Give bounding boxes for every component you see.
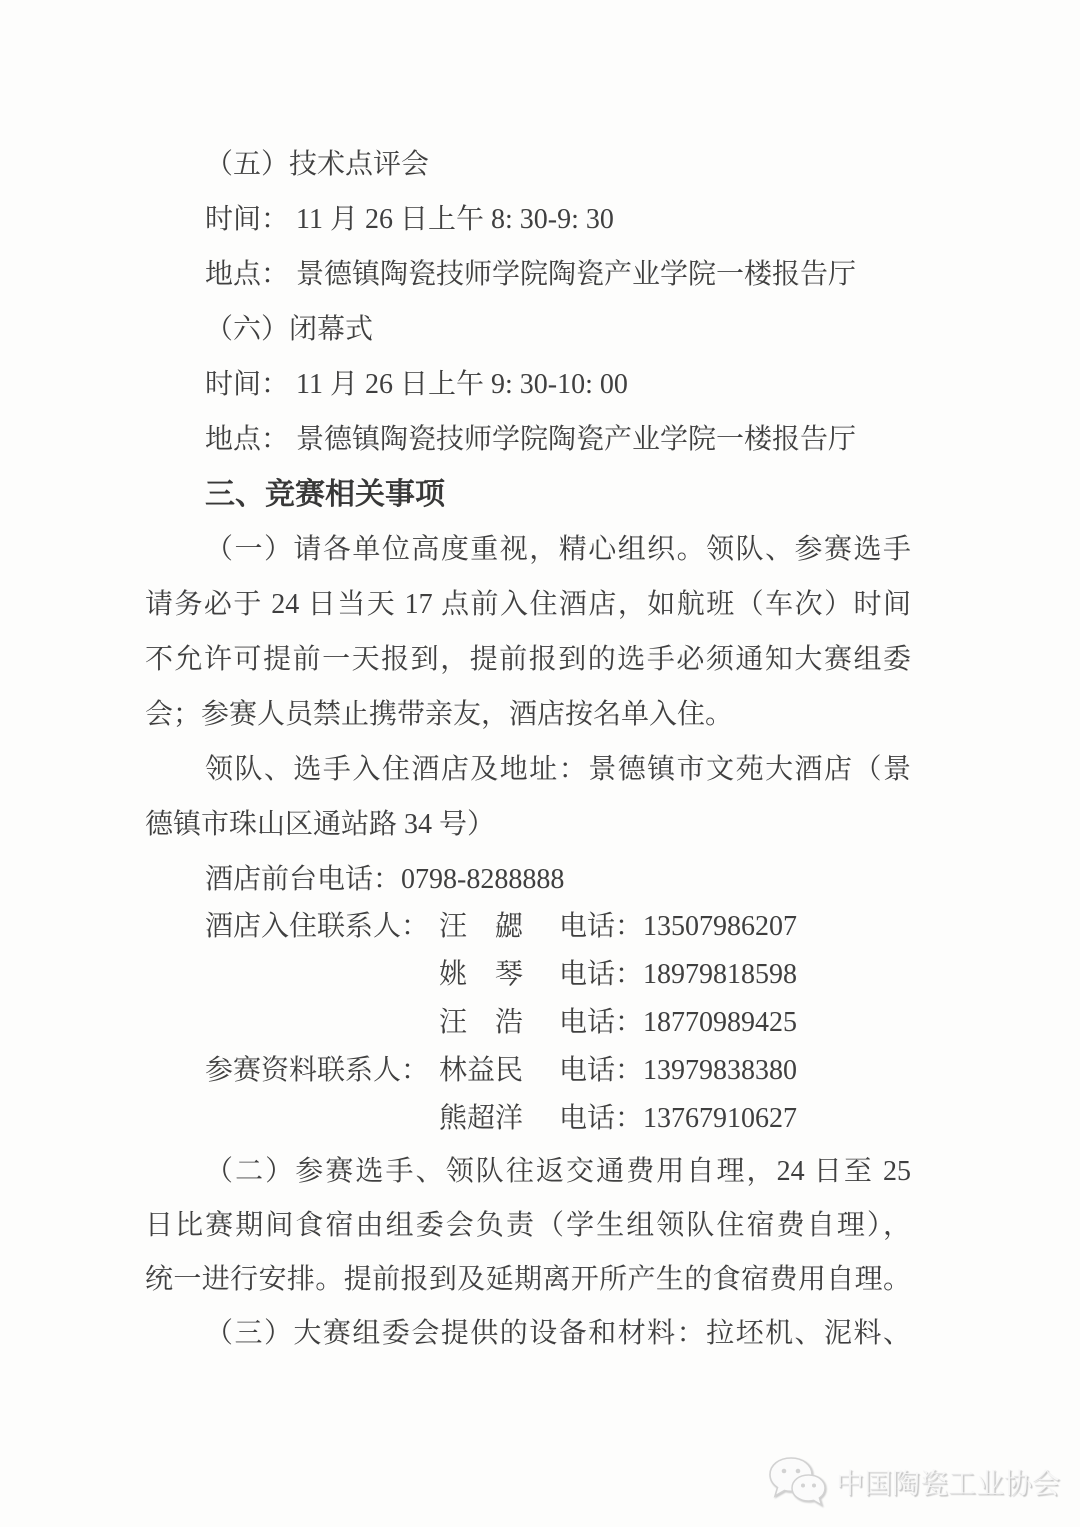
notice2-block (145, 1145, 911, 1361)
watermark-brand-text: 中国陶瓷工业协会 (835, 1468, 1060, 1499)
hotel-address-line: 领队、选手入住酒店及地址：景德镇市文苑大酒店（景 (205, 754, 911, 785)
notice1-line: 会；参赛人员禁止携带亲友，酒店按名单入住。 (145, 699, 734, 730)
contact-role-label: 酒店入住联系人： (205, 911, 430, 942)
schedule-item6-time: 时间： 11 月 26 日上午 9: 30-10: 00 (205, 369, 628, 400)
document-body (145, 0, 911, 1361)
notice1-line: 不允许可提前一天报到，提前报到的选手必须通知大赛组委 (145, 644, 911, 675)
contact-phone-label: 电话： (559, 1103, 644, 1134)
contact-phone-number: 13767910627 (643, 1103, 798, 1134)
schedule-item5-time: 时间： 11 月 26 日上午 8: 30-9: 30 (205, 204, 614, 235)
contact-phone-number: 13507986207 (643, 911, 798, 942)
section-heading: 三、竞赛相关事项 (205, 478, 445, 511)
contact-name: 汪 浩 (439, 1007, 524, 1038)
contact-name: 姚 琴 (439, 959, 524, 990)
contact-row (145, 999, 911, 1047)
contact-phone-label: 电话： (559, 911, 644, 942)
contact-row (145, 1047, 911, 1095)
contact-phone-label: 电话： (559, 1007, 644, 1038)
schedule-item5-venue: 地点： 景德镇陶瓷技师学院陶瓷产业学院一楼报告厅 (205, 259, 857, 290)
hotel-address-line: 德镇市珠山区通站路 34 号） (145, 809, 496, 840)
contact-row (145, 1095, 911, 1143)
notice1-line: （一）请各单位高度重视，精心组织。领队、参赛选手 (205, 534, 911, 565)
contact-name: 汪 勰 (439, 911, 524, 942)
notice2-line: （二）参赛选手、领队往返交通费用自理，24 日至 25 (205, 1156, 911, 1187)
wechat-icon (766, 1455, 828, 1509)
contact-phone-label: 电话： (559, 959, 644, 990)
schedule-item5-title: （五）技术点评会 (205, 149, 430, 180)
schedule-item6-venue: 地点： 景德镇陶瓷技师学院陶瓷产业学院一楼报告厅 (205, 424, 857, 455)
hotel-phone-line: 酒店前台电话：0798-8288888 (205, 864, 565, 895)
contact-row (145, 951, 911, 999)
contact-name: 林益民 (439, 1055, 524, 1086)
contact-role-label: 参赛资料联系人： (205, 1055, 430, 1086)
watermark-footer (766, 1455, 1060, 1509)
contact-phone-label: 电话： (559, 1055, 644, 1086)
notice2-line: 统一进行安排。提前报到及延期离开所产生的食宿费用自理。 (145, 1264, 911, 1295)
schedule-item6-title: （六）闭幕式 (205, 314, 374, 345)
notice3-line: （三）大赛组委会提供的设备和材料：拉坯机、泥料、 (205, 1318, 911, 1349)
contact-phone-number: 18770989425 (643, 1007, 798, 1038)
contact-name: 熊超洋 (439, 1103, 524, 1134)
notice2-line: 日比赛期间食宿由组委会负责（学生组领队住宿费自理）， (145, 1210, 911, 1241)
contact-phone-number: 18979818598 (643, 959, 798, 990)
contact-row (145, 903, 911, 951)
contact-list (145, 903, 911, 1143)
contact-phone-number: 13979838380 (643, 1055, 798, 1086)
notice1-line: 请务必于 24 日当天 17 点前入住酒店，如航班（车次）时间 (145, 589, 911, 620)
